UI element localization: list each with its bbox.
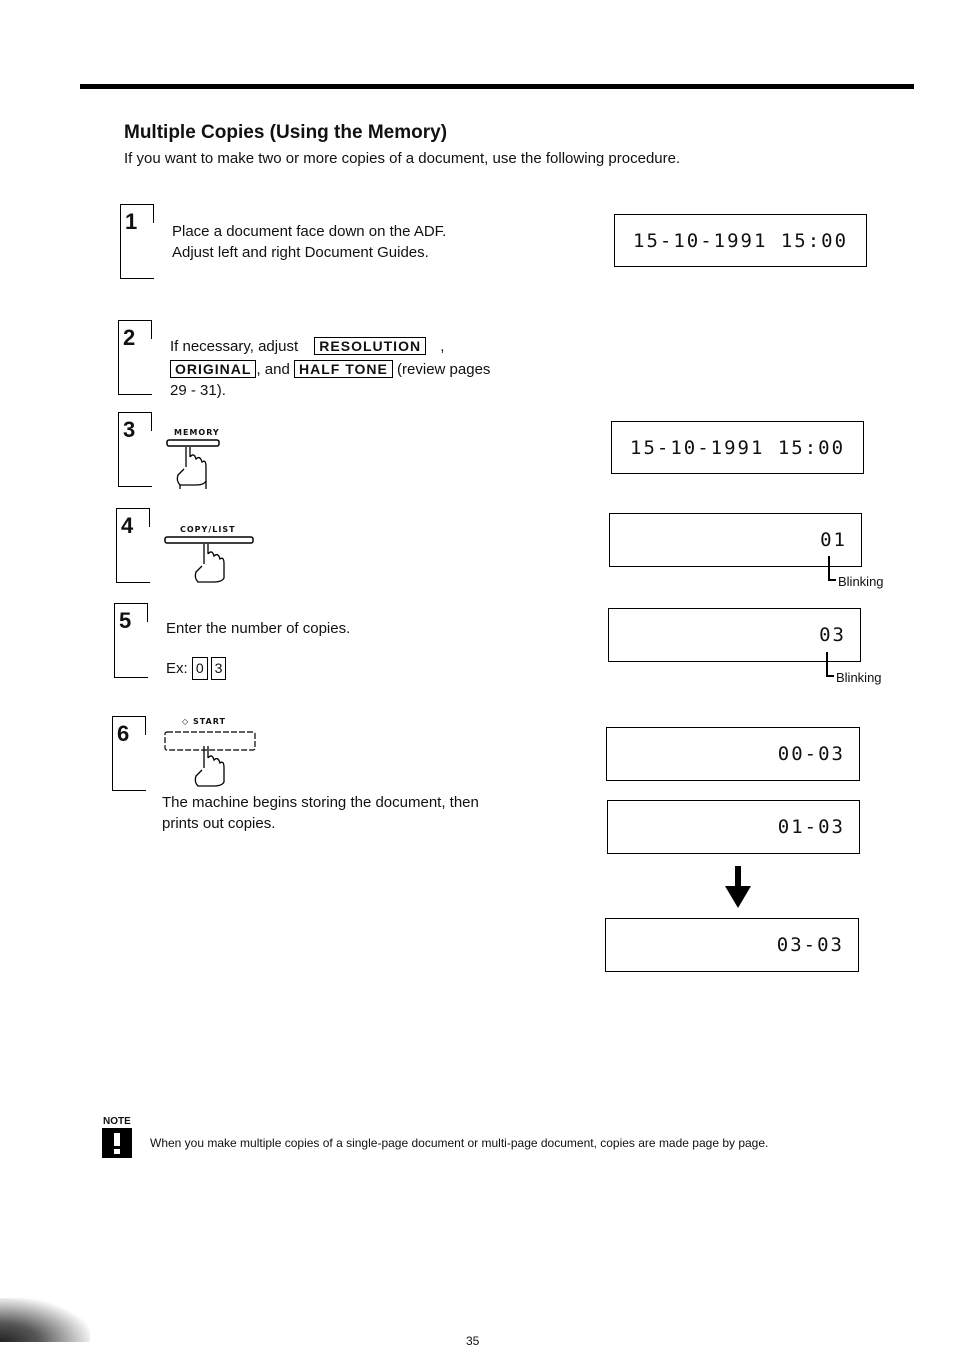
arrow-down-icon: [725, 866, 751, 910]
start-key-illustration: [164, 717, 260, 793]
lcd-display-5: [606, 727, 860, 781]
start-key-label: START: [192, 717, 226, 726]
resolution-key: RESOLUTION: [314, 337, 426, 355]
step-number: 5: [119, 608, 132, 633]
step-2-marker: [118, 320, 152, 395]
step-1-marker: [120, 204, 154, 279]
digit-key-0: 0: [192, 657, 208, 680]
step-4-marker: [116, 508, 150, 583]
blinking-indicator-1: [828, 574, 884, 589]
lcd-text: 01-03: [777, 816, 845, 838]
step-1-line2: Adjust left and right Document Guides.: [172, 244, 429, 261]
lcd-display-2: [611, 421, 864, 474]
memory-key-illustration: [166, 428, 226, 494]
lcd-display-6: [607, 800, 860, 854]
top-rule: [80, 84, 914, 89]
step-6-line2: prints out copies.: [162, 815, 276, 832]
blinking-label: Blinking: [836, 670, 882, 685]
step-6-line1: The machine begins storing the document, then: [162, 794, 479, 811]
hand-press-icon: [166, 437, 226, 489]
scan-smudge: [0, 1298, 90, 1342]
step-2-text-b: , and: [256, 361, 290, 378]
lcd-text: 00-03: [777, 743, 845, 765]
copylist-key-label: COPY/LIST: [180, 525, 236, 534]
step-number: 6: [117, 721, 130, 746]
step-2-text: [170, 336, 530, 401]
ex-label: Ex:: [166, 660, 188, 677]
lcd-display-7: [605, 918, 859, 972]
section-intro: If you want to make two or more copies of a document, use the following procedure.: [124, 150, 681, 167]
lcd-text: 03-03: [776, 934, 844, 956]
section-title: Multiple Copies (Using the Memory): [124, 122, 448, 143]
lcd-text: 15-10-1991 15:00: [633, 229, 849, 252]
start-symbol-icon: ◇: [182, 717, 190, 726]
halftone-key: HALF TONE: [294, 360, 393, 378]
lcd-text: 15-10-1991 15:00: [630, 436, 846, 459]
hand-press-icon: [164, 726, 260, 788]
page-number: 35: [466, 1334, 480, 1348]
step-6-text: [162, 792, 479, 834]
step-2-text-a: If necessary, adjust: [170, 338, 299, 355]
blinking-indicator-2: [826, 670, 882, 685]
step-5-text: [166, 618, 350, 680]
note-text: When you make multiple copies of a single-page document or multi-page document, copies are made page by page.: [150, 1136, 769, 1150]
step-5-line1: Enter the number of copies.: [166, 620, 351, 637]
digit-key-3: 3: [211, 657, 227, 680]
step-number: 2: [123, 325, 136, 350]
lcd-text: 01: [820, 529, 847, 551]
step-2-text-c: (review pages: [397, 361, 491, 378]
step-number: 4: [121, 513, 134, 538]
step-3-marker: [118, 412, 152, 487]
step-1-line1: Place a document face down on the ADF.: [172, 223, 447, 240]
step-number: 3: [123, 417, 136, 442]
step-1-text: [172, 221, 446, 263]
memory-key-label: MEMORY: [174, 428, 220, 437]
step-5-marker: [114, 603, 148, 678]
lcd-text: 03: [819, 624, 846, 646]
blinking-label: Blinking: [838, 574, 884, 589]
step-2-text-d: 29 - 31).: [170, 382, 226, 399]
step-2-sep: ,: [440, 338, 445, 355]
copylist-key-illustration: [164, 525, 258, 589]
lcd-display-3: [609, 513, 862, 567]
note-icon: [102, 1128, 132, 1158]
note-label: NOTE: [103, 1116, 131, 1127]
lcd-display-1: [614, 214, 867, 267]
hand-press-icon: [164, 534, 258, 584]
step-number: 1: [125, 209, 138, 234]
lcd-display-4: [608, 608, 861, 662]
original-key: ORIGINAL: [170, 360, 256, 378]
step-6-marker: [112, 716, 146, 791]
